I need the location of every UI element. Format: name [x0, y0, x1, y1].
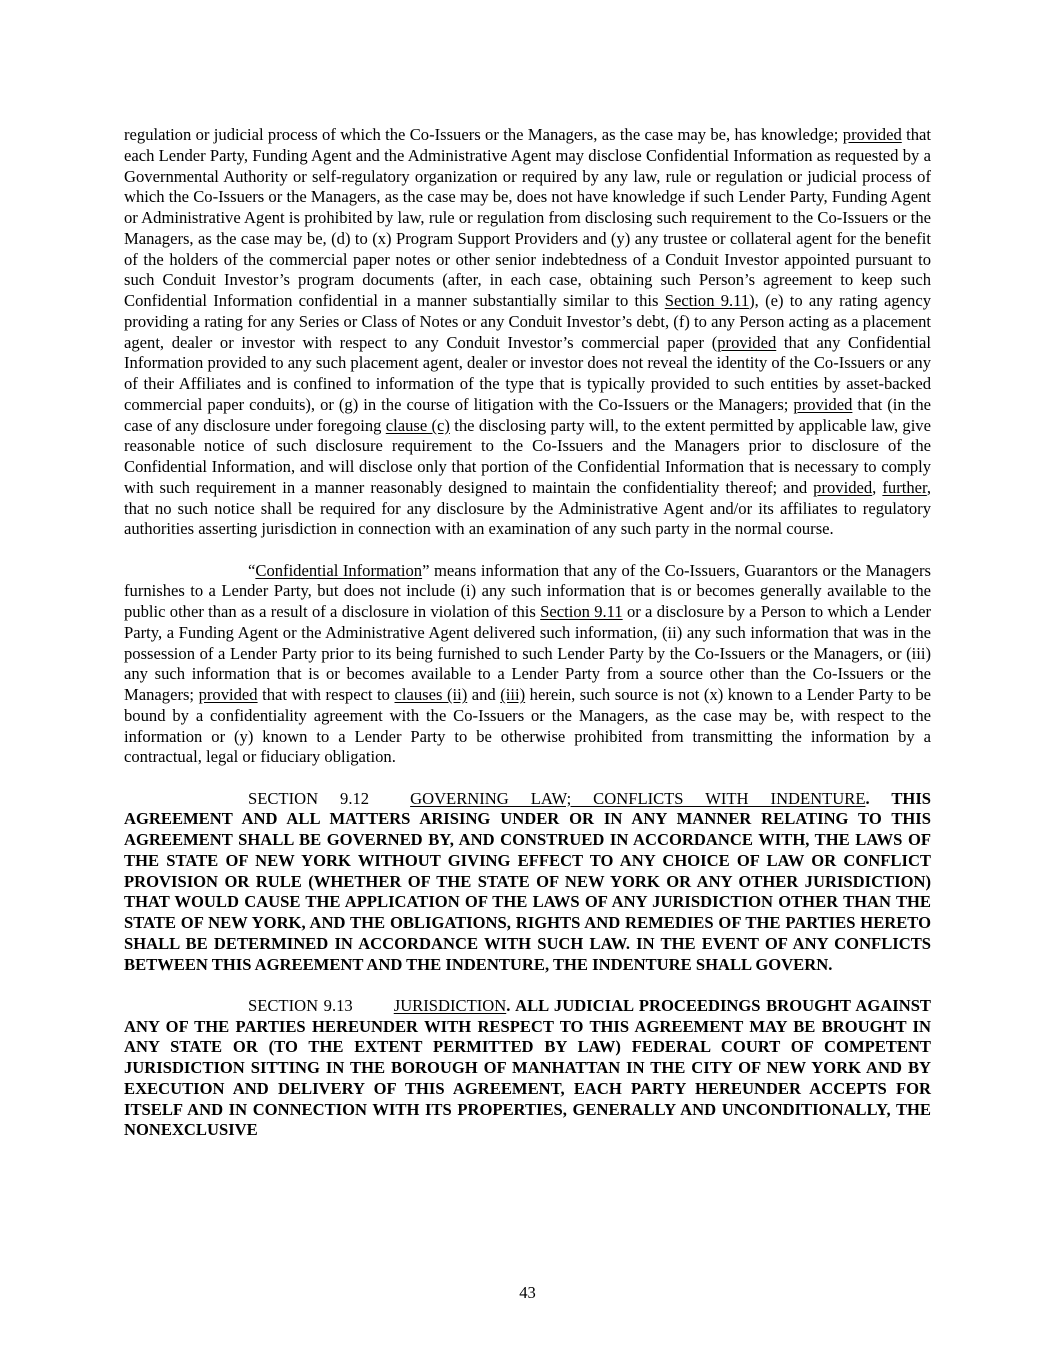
text-run: , that no such notice shall be required for any disclosure by the Administrative Agent and/or its affiliates to regulatory authorities asserting jurisdiction in connection with an examination of any such party in the normal course.: [124, 477, 932, 539]
paragraph-confidential-information-definition: [124, 561, 931, 769]
section-heading-period: .: [506, 995, 511, 1015]
clause-reference: (iii): [500, 685, 526, 704]
clause-reference: clause (c): [385, 415, 450, 435]
section-label: SECTION 9.12: [248, 788, 370, 808]
section-body: THIS AGREEMENT AND ALL MATTERS ARISING UNDER OR IN ANY MANNER RELATING TO THIS AGREEMENT SHALL BE GOVERNED BY, AND CONSTRUED IN ACCORDANCE WITH, THE LAWS OF THE STATE OF NEW YORK WITHOUT GIVING EFFECT TO ANY CHOICE OF LAW OR CONFLICT PROVISION OR RULE (WHETHER OF THE STATE OF NEW YORK OR ANY OTHER JURISDICTION) THAT WOULD CAUSE THE APPLICATION OF THE LAWS OF ANY JURISDICTION OTHER THAN THE STATE OF NEW YORK, AND THE OBLIGATIONS, RIGHTS AND REMEDIES OF THE PARTIES HERETO SHALL BE DETERMINED IN ACCORDANCE WITH SUCH LAW. IN THE EVENT OF ANY CONFLICTS BETWEEN THIS AGREEMENT AND THE INDENTURE, THE INDENTURE SHALL GOVERN.: [124, 788, 931, 974]
section-body: ALL JUDICIAL PROCEEDINGS BROUGHT AGAINST ANY OF THE PARTIES HEREUNDER WITH RESPECT TO THIS AGREEMENT MAY BE BROUGHT IN ANY STATE OR (TO THE EXTENT PERMITTED BY LAW) FEDERAL COURT OF COMPETENT JURISDICTION SITTING IN THE BOROUGH OF MANHATTAN IN THE CITY OF NEW YORK AND BY EXECUTION AND DELIVERY OF THIS AGREEMENT, EACH PARTY HEREUNDER ACCEPTS FOR ITSELF AND IN CONNECTION WITH ITS PROPERTIES, GENERALLY AND UNCONDITIONALLY, THE NONEXCLUSIVE: [124, 995, 931, 1140]
text-run: ,: [872, 477, 883, 497]
defined-term: provided: [793, 394, 853, 414]
section-reference: Section 9.11: [540, 602, 623, 621]
section-9-12: [124, 789, 931, 976]
text-run: ” means information that any of the Co-Issuers, Guarantors or the Managers furnishes to a Lender Party, but does not include (i) any such information that is or becomes generally available to the public other than as a result of a disclosure in violation of this: [124, 560, 932, 621]
defined-term: provided: [813, 477, 873, 497]
section-heading: GOVERNING LAW; CONFLICTS WITH INDENTURE: [410, 788, 866, 808]
page-number: 43: [519, 1283, 536, 1302]
text-run: that with respect to: [257, 685, 395, 704]
paragraph-confidentiality-continued: [124, 125, 931, 540]
defined-term: Confidential Information: [255, 560, 423, 580]
defined-term: further: [882, 477, 927, 497]
section-heading-period: .: [865, 788, 870, 808]
section-9-13: [124, 996, 931, 1141]
section-reference: Section 9.11: [664, 291, 750, 310]
text-run: ), (e) to any rating agency providing a rating for any Series or Class of Notes or any Conduit Investor’s debt, (f) to any Person acting as a placement agent, dealer or investor with respect to any Conduit Investor’s commercial paper (: [124, 291, 931, 352]
text-run: and: [467, 685, 501, 704]
section-heading: JURISDICTION: [393, 995, 507, 1015]
defined-term: provided: [717, 332, 777, 352]
defined-term: provided: [198, 685, 258, 704]
page-body: [124, 125, 931, 1141]
clause-reference: clauses (ii): [394, 685, 468, 704]
text-run: herein, such source is not (x) known to a Lender Party to be bound by a confidentiality agreement with the Co-Issuers or the Managers, as the case may be, with respect to the information or (y) known to a Lender Party to be otherwise prohibited from transmitting the information by a contractual, legal or fiduciary obligation.: [124, 685, 931, 767]
text-run: the disclosing party will, to the extent permitted by applicable law, give reasonable notice of such disclosure requirement to the Co-Issuers and the Managers prior to disclosure of the Confidential Information, and will disclose only that portion of the Confidential Information that is necessary to comply with such requirement in a manner reasonably designed to maintain the confidentiality thereof; and: [124, 415, 931, 497]
section-label: SECTION 9.13: [248, 995, 353, 1015]
defined-term: provided: [842, 125, 902, 144]
text-run: “: [248, 560, 256, 580]
text-run: that any Confidential Information provided to any such placement agent, dealer or investor does not reveal the identity of the Co-Issuers or any of their Affiliates and is confined to information of the type that is typically provided to such entities by asset-backed commercial paper conduits), or (g) in the course of litigation with the Co-Issuers or the Managers;: [124, 332, 931, 414]
text-run: that each Lender Party, Funding Agent and the Administrative Agent may disclose Confidential Information as requested by a Governmental Authority or self-regulatory organization or required by any law, rule or regulation or judicial process of which the Co-Issuers or the Managers, as the case may be, does not have knowledge if such Lender Party, Funding Agent or Administrative Agent is prohibited by law, rule or regulation from disclosing such requirement to the Co-Issuers or the Managers, as the case may be, (d) to (x) Program Support Providers and (y) any trustee or collateral agent for the benefit of the holders of the commercial paper notes or other senior indebtedness of a Conduit Investor appointed pursuant to such Conduit Investor’s program documents (after, in each case, obtaining such Person’s agreement to keep such Confidential Information confidential in a manner substantially similar to this: [124, 125, 931, 310]
text-run: that (in the case of any disclosure under foregoing: [124, 394, 931, 435]
text-run: regulation or judicial process of which the Co-Issuers or the Managers, as the case may be, has knowledge;: [124, 125, 843, 144]
text-run: or a disclosure by a Person to which a Lender Party, a Funding Agent or the Administrative Agent delivered such information, (ii) any such information that was in the possession of a Lender Party prior to its being furnished to such Lender Party by the Co-Issuers or the Managers, or (iii) any such information that is or becomes available to a Lender Party from a source other than the Co-Issuers or the Managers;: [124, 602, 931, 704]
